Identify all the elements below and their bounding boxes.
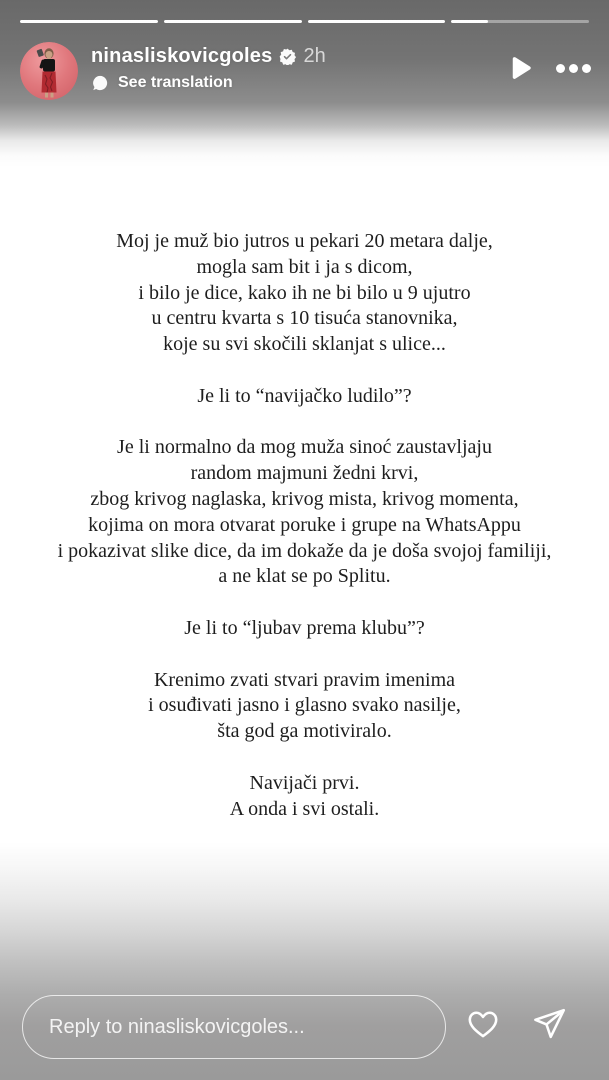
story-paragraph — [0, 384, 609, 410]
story-text-line: Navijači prvi. — [249, 771, 360, 794]
story-text-line: kojima on mora otvarat poruke i grupe na WhatsAppu — [88, 513, 521, 536]
story-text-line: mogla sam bit i ja s dicom, — [196, 255, 413, 278]
story-timestamp: 2h — [303, 45, 326, 67]
story-progress-bar — [20, 20, 589, 23]
story-text-line: u centru kvarta s 10 tisuća stanovnika, — [151, 307, 458, 330]
see-translation-label: See translation — [118, 74, 233, 91]
paper-plane-icon — [531, 1006, 568, 1042]
story-paragraph — [0, 668, 609, 745]
more-options-button[interactable] — [556, 64, 591, 73]
story-text — [0, 229, 609, 822]
ellipsis-icon — [556, 64, 591, 73]
story-text-line: i bilo je dice, kako ih ne bi bilo u 9 ujutro — [138, 281, 471, 304]
story-progress-segment — [451, 20, 589, 23]
story-text-line: A onda i svi ostali. — [229, 797, 380, 820]
avatar[interactable] — [20, 42, 78, 100]
username[interactable]: ninasliskovicgoles — [91, 45, 273, 67]
story-text-line: Je li normalno da mog muža sinoć zaustavljaju — [117, 436, 492, 459]
header-actions — [511, 42, 591, 81]
story-text-line: random majmuni žedni krvi, — [190, 462, 419, 485]
story-text-line: šta god ga motiviralo. — [217, 720, 392, 743]
see-translation-button[interactable] — [91, 74, 326, 92]
play-button[interactable] — [511, 55, 532, 81]
story-text-line: koje su svi skočili sklanjat s ulice... — [163, 333, 446, 356]
story-header — [20, 42, 591, 100]
story-text-line: i pokazivat slike dice, da im dokaže da je doša svojoj familiji, — [57, 539, 552, 562]
share-button[interactable] — [526, 1002, 572, 1046]
like-button[interactable] — [461, 1002, 505, 1046]
story-paragraph — [0, 435, 609, 590]
story-text-line: i osuđivati jasno i glasno svako nasilje, — [148, 694, 461, 717]
heart-icon — [465, 1006, 501, 1042]
story-text-line: a ne klat se po Splitu. — [218, 565, 391, 588]
speech-bubble-icon — [91, 74, 109, 92]
avatar-image — [20, 42, 78, 100]
story-text-line: zbog krivog naglaska, krivog mista, krivog momenta, — [90, 487, 519, 510]
story-paragraph — [0, 229, 609, 358]
play-icon — [511, 55, 532, 81]
reply-input[interactable] — [22, 995, 446, 1059]
story-text-line: Je li to “navijačko ludilo”? — [197, 384, 412, 407]
story-text-line: Je li to “ljubav prema klubu”? — [184, 616, 425, 639]
story-progress-segment — [20, 20, 158, 23]
story-progress-segment — [308, 20, 446, 23]
user-block — [91, 42, 326, 92]
story-paragraph — [0, 771, 609, 823]
story-text-line: Krenimo zvati stvari pravim imenima — [153, 668, 456, 691]
verified-badge-icon — [279, 48, 296, 65]
story-progress-segment — [164, 20, 302, 23]
story-paragraph — [0, 616, 609, 642]
story-text-line: Moj je muž bio jutros u pekari 20 metara dalje, — [116, 230, 493, 252]
